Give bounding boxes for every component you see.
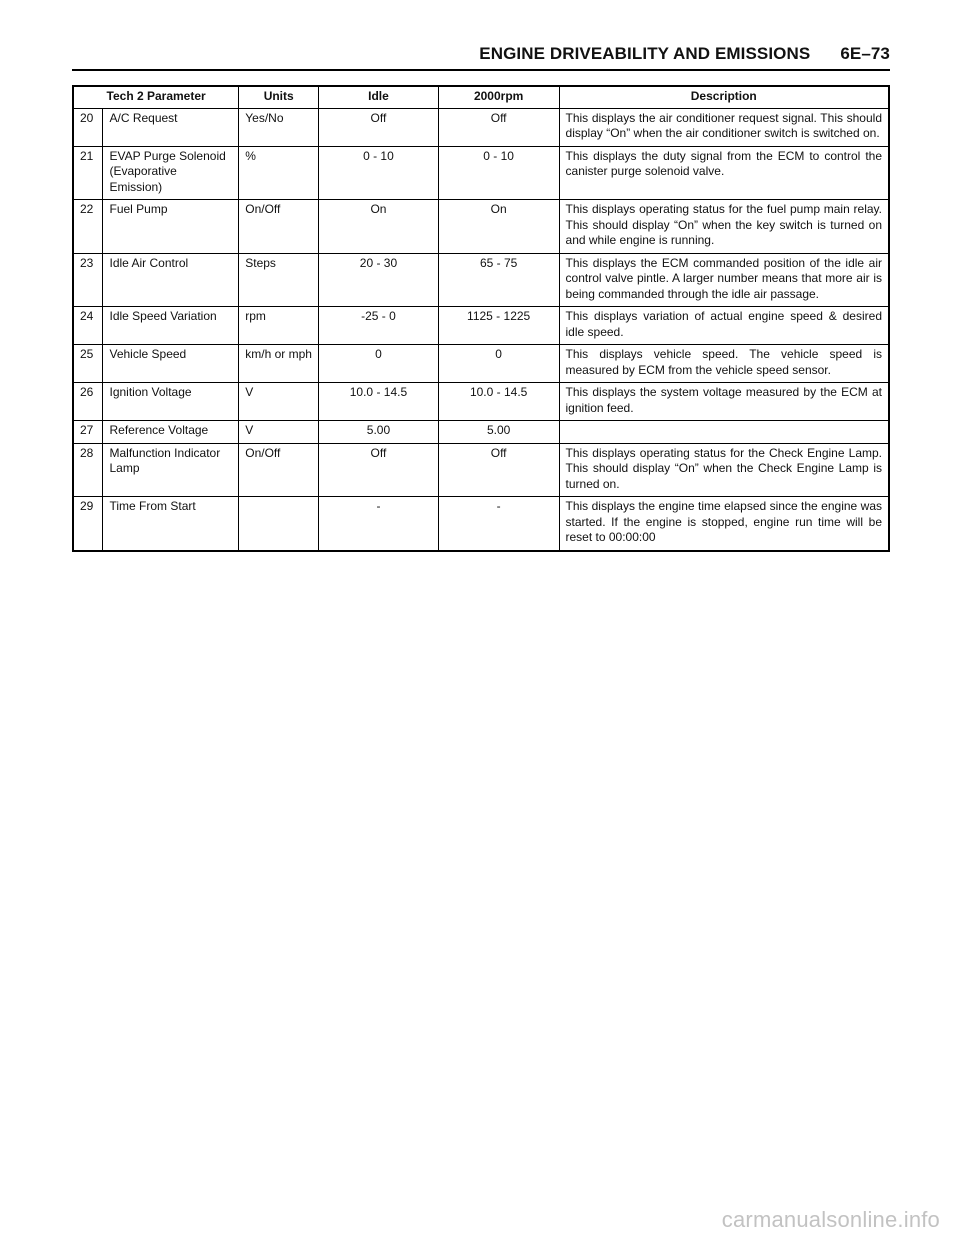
rpm2000-value: 65 - 75 (438, 253, 559, 307)
watermark: carmanualsonline.info (721, 1207, 940, 1232)
description-text: This displays variation of actual engine speed & desired idle speed. (559, 307, 889, 345)
rpm2000-value: Off (438, 108, 559, 146)
rpm2000-value: 0 - 10 (438, 146, 559, 200)
rpm2000-value: 0 (438, 345, 559, 383)
idle-value: -25 - 0 (319, 307, 439, 345)
idle-value: 5.00 (319, 421, 439, 444)
row-number: 20 (73, 108, 103, 146)
parameter-name: Fuel Pump (103, 200, 239, 254)
rpm2000-value: - (438, 497, 559, 551)
units-value: On/Off (239, 443, 319, 497)
row-number: 26 (73, 383, 103, 421)
page-header (72, 44, 890, 71)
description-text: This displays the duty signal from the ECM to control the canister purge solenoid valve. (559, 146, 889, 200)
units-value (239, 497, 319, 551)
description-text: This displays the air conditioner request signal. This should display “On” when the air conditioner switch is switched on. (559, 108, 889, 146)
parameter-name: Time From Start (103, 497, 239, 551)
row-number: 23 (73, 253, 103, 307)
parameter-name: Idle Speed Variation (103, 307, 239, 345)
table-row (73, 421, 889, 444)
table-row (73, 108, 889, 146)
row-number: 22 (73, 200, 103, 254)
rpm2000-value: 10.0 - 14.5 (438, 383, 559, 421)
parameter-name: Malfunction Indicator Lamp (103, 443, 239, 497)
idle-value: - (319, 497, 439, 551)
row-number: 28 (73, 443, 103, 497)
table-row (73, 307, 889, 345)
units-value: km/h or mph (239, 345, 319, 383)
description-text: This displays operating status for the Check Engine Lamp. This should display “On” when the Check Engine Lamp is turned on. (559, 443, 889, 497)
units-value: On/Off (239, 200, 319, 254)
header-units: Units (239, 86, 319, 108)
header-parameter: Tech 2 Parameter (73, 86, 239, 108)
idle-value: 0 (319, 345, 439, 383)
row-number: 25 (73, 345, 103, 383)
row-number: 29 (73, 497, 103, 551)
parameter-name: Reference Voltage (103, 421, 239, 444)
units-value: rpm (239, 307, 319, 345)
table-row (73, 497, 889, 551)
parameter-name: EVAP Purge Solenoid (Evaporative Emission) (103, 146, 239, 200)
header-idle: Idle (319, 86, 439, 108)
units-value: V (239, 383, 319, 421)
table-row (73, 146, 889, 200)
page-number: 6E–73 (840, 44, 890, 63)
description-text: This displays the system voltage measured by the ECM at ignition feed. (559, 383, 889, 421)
idle-value: Off (319, 443, 439, 497)
units-value: Yes/No (239, 108, 319, 146)
row-number: 24 (73, 307, 103, 345)
parameter-name: Ignition Voltage (103, 383, 239, 421)
table-row (73, 383, 889, 421)
idle-value: 20 - 30 (319, 253, 439, 307)
section-title: ENGINE DRIVEABILITY AND EMISSIONS (479, 44, 811, 63)
rpm2000-value: 5.00 (438, 421, 559, 444)
table-row (73, 200, 889, 254)
table-row (73, 345, 889, 383)
description-text: This displays the ECM commanded position of the idle air control valve pintle. A larger number means that more air is being commanded through the idle air passage. (559, 253, 889, 307)
parameter-name: Idle Air Control (103, 253, 239, 307)
tech2-parameter-table (72, 85, 890, 552)
row-number: 27 (73, 421, 103, 444)
table-row (73, 443, 889, 497)
units-value: Steps (239, 253, 319, 307)
table-header-row (73, 86, 889, 108)
rpm2000-value: 1125 - 1225 (438, 307, 559, 345)
description-text: This displays vehicle speed. The vehicle speed is measured by ECM from the vehicle speed sensor. (559, 345, 889, 383)
row-number: 21 (73, 146, 103, 200)
units-value: % (239, 146, 319, 200)
header-2000rpm: 2000rpm (438, 86, 559, 108)
header-description: Description (559, 86, 889, 108)
table-row (73, 253, 889, 307)
description-text: This displays the engine time elapsed since the engine was started. If the engine is stopped, engine run time will be reset to 00:00:00 (559, 497, 889, 551)
units-value: V (239, 421, 319, 444)
description-text: This displays operating status for the fuel pump main relay. This should display “On” when the key switch is turned on and while engine is running. (559, 200, 889, 254)
description-text (559, 421, 889, 444)
rpm2000-value: Off (438, 443, 559, 497)
rpm2000-value: On (438, 200, 559, 254)
idle-value: On (319, 200, 439, 254)
parameter-name: A/C Request (103, 108, 239, 146)
idle-value: 0 - 10 (319, 146, 439, 200)
idle-value: Off (319, 108, 439, 146)
parameter-name: Vehicle Speed (103, 345, 239, 383)
idle-value: 10.0 - 14.5 (319, 383, 439, 421)
